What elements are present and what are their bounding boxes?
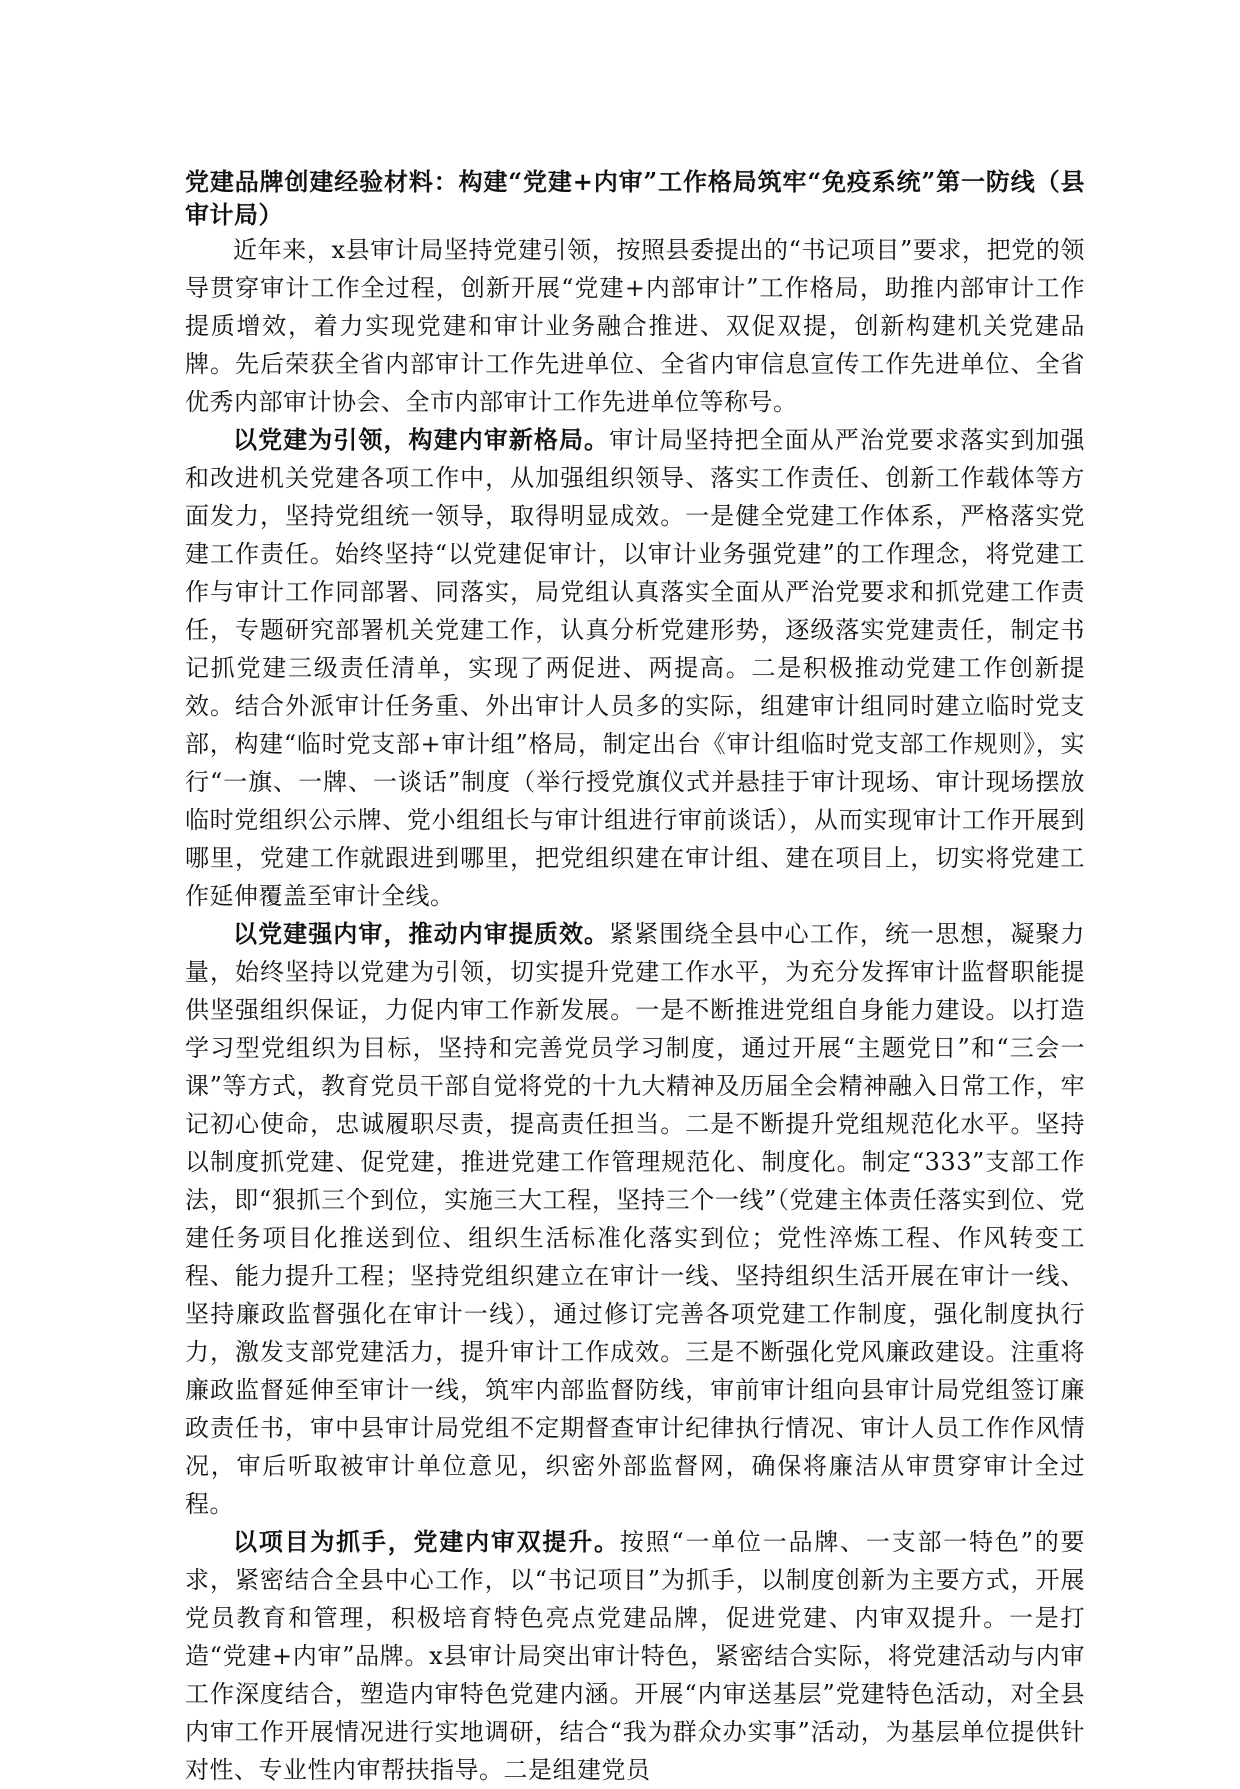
- paragraph-lead: 以项目为抓手，党建内审双提升。: [233, 1527, 620, 1556]
- paragraph-lead: 以党建为引领，构建内审新格局。: [233, 425, 610, 454]
- paragraph-strengthen-audit: [185, 915, 1085, 1523]
- paragraph-party-leadership: [185, 421, 1085, 915]
- paragraph-intro: [185, 231, 1085, 421]
- paragraph-text: 按照“一单位一品牌、一支部一特色”的要求，紧密结合全县中心工作，以“书记项目”为抓手，以制度创新为主要方式，开展党员教育和管理，积极培育特色亮点党建品牌，促进党建、内审双提升。一是打造“党建+内审”品牌。x县审计局突出审计特色，紧密结合实际，将党建活动与内审工作深度结合，塑造内审特色党建内涵。开展“内审送基层”党建特色活动，对全县内审工作开展情况进行实地调研，结合“我为群众办实事”活动，为基层单位提供针对性、专业性内审帮扶指导。二是组建党员: [185, 1528, 1085, 1784]
- document-page: [185, 165, 1085, 1789]
- paragraph-text: 审计局坚持把全面从严治党要求落实到加强和改进机关党建各项工作中，从加强组织领导、落实工作责任、创新工作载体等方面发力，坚持党组统一领导，取得明显成效。一是健全党建工作体系，严格落实党建工作责任。始终坚持“以党建促审计，以审计业务强党建”的工作理念，将党建工作与审计工作同部署、同落实，局党组认真落实全面从严治党要求和抓党建工作责任，专题研究部署机关党建工作，认真分析党建形势，逐级落实党建责任，制定书记抓党建三级责任清单，实现了两促进、两提高。二是积极推动党建工作创新提效。结合外派审计任务重、外出审计人员多的实际，组建审计组同时建立临时党支部，构建“临时党支部+审计组”格局，制定出台《审计组临时党支部工作规则》，实行“一旗、一牌、一谈话”制度（举行授党旗仪式并悬挂于审计现场、审计现场摆放临时党组织公示牌、党小组组长与审计组进行审前谈话），从而实现审计工作开展到哪里，党建工作就跟进到哪里，把党组织建在审计组、建在项目上，切实将党建工作延伸覆盖至审计全线。: [185, 426, 1086, 910]
- paragraph-text: 紧紧围绕全县中心工作，统一思想，凝聚力量，始终坚持以党建为引领，切实提升党建工作水平，为充分发挥审计监督职能提供坚强组织保证，力促内审工作新发展。一是不断推进党组自身能力建设。以打造学习型党组织为目标，坚持和完善党员学习制度，通过开展“主题党日”和“三会一课”等方式，教育党员干部自觉将党的十九大精神及历届全会精神融入日常工作，牢记初心使命，忠诚履职尽责，提高责任担当。二是不断提升党组规范化水平。坚持以制度抓党建、促党建，推进党建工作管理规范化、制度化。制定“333”支部工作法，即“狠抓三个到位，实施三大工程，坚持三个一线”（党建主体责任落实到位、党建任务项目化推送到位、组织生活标准化落实到位；党性淬炼工程、作风转变工程、能力提升工程；坚持党组织建立在审计一线、坚持组织生活开展在审计一线、坚持廉政监督强化在审计一线），通过修订完善各项党建工作制度，强化制度执行力，激发支部党建活力，提升审计工作成效。三是不断强化党风廉政建设。注重将廉政监督延伸至审计一线，筑牢内部监督防线，审前审计组向县审计局党组签订廉政责任书，审中县审计局党组不定期督查审计纪律执行情况、审计人员工作作风情况，审后听取被审计单位意见，织密外部监督网，确保将廉洁从审贯穿审计全过程。: [185, 920, 1086, 1518]
- paragraph-lead: 以党建强内审，推动内审提质效。: [233, 919, 610, 948]
- paragraph-project-driven: [185, 1523, 1085, 1789]
- document-title: 党建品牌创建经验材料：构建“党建+内审”工作格局筑牢“免疫系统”第一防线（县审计局）: [185, 167, 1085, 229]
- paragraph-text: 近年来，x县审计局坚持党建引领，按照县委提出的“书记项目”要求，把党的领导贯穿审计工作全过程，创新开展“党建+内部审计”工作格局，助推内部审计工作提质增效，着力实现党建和审计业务融合推进、双促双提，创新构建机关党建品牌。先后荣获全省内部审计工作先进单位、全省内审信息宣传工作先进单位、全省优秀内部审计协会、全市内部审计工作先进单位等称号。: [185, 236, 1085, 416]
